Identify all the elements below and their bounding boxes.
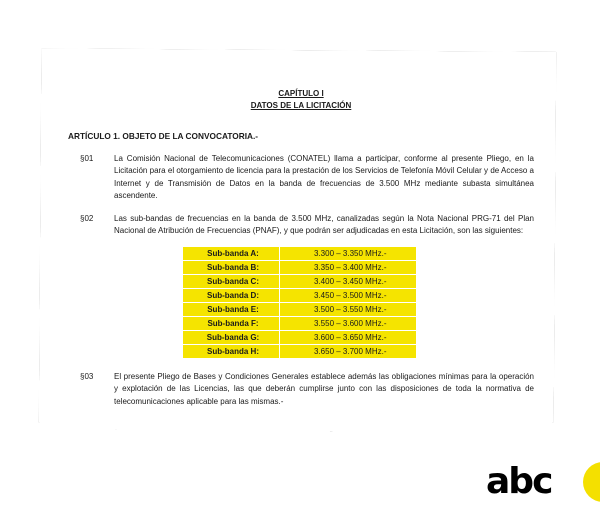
table-row	[183, 316, 417, 330]
table-row	[183, 302, 417, 316]
subband-range: 3.500 – 3.550 MHz.-	[280, 302, 417, 316]
table-row	[183, 330, 417, 344]
subband-label: Sub-banda F:	[183, 316, 280, 330]
paragraph-text: La Comisión Nacional de Telecomunicaciones (CONATEL) llama a participar, conforme al presente Pliego, en la Licitación para el otorgamiento de licencia para la prestación de los Servicios de Telefonía Móvil Celular y de Acceso a Internet y de Transmisión de Datos en la banda de frecuencias de 3.500 MHz mediante subasta simultánea ascendente.	[114, 153, 534, 200]
subband-label: Sub-banda E:	[183, 302, 280, 316]
subband-label: Sub-banda D:	[183, 288, 280, 302]
chapter-subtitle: DATOS DE LA LICITACIÓN	[250, 101, 352, 110]
paragraph-number: §03	[80, 371, 94, 381]
paragraph-number: §02	[80, 213, 94, 223]
subband-label: Sub-banda C:	[183, 274, 280, 288]
subband-range: 3.300 – 3.350 MHz.-	[280, 246, 417, 260]
paragraph-03	[68, 371, 534, 409]
abc-logo: abc	[486, 461, 552, 502]
document-content	[68, 88, 534, 408]
table-row	[183, 274, 417, 288]
subband-table	[182, 246, 417, 359]
table-row	[183, 344, 417, 358]
paragraph-01	[68, 153, 534, 203]
brand-dot-icon	[583, 462, 600, 502]
paragraph-02	[68, 213, 534, 238]
subband-label: Sub-banda G:	[183, 330, 280, 344]
subband-range: 3.350 – 3.400 MHz.-	[280, 260, 417, 274]
subband-range: 3.550 – 3.600 MHz.-	[280, 316, 417, 330]
subband-range: 3.650 – 3.700 MHz.-	[280, 344, 417, 358]
subband-label: Sub-banda B:	[183, 260, 280, 274]
subband-label: Sub-banda H:	[183, 344, 280, 358]
table-row	[183, 260, 417, 274]
subband-table-wrapper	[182, 246, 534, 359]
chapter-title: CAPÍTULO I	[278, 89, 324, 98]
paragraph-text: El presente Pliego de Bases y Condiciones Generales establece además las obligaciones mínimas para la operación y explotación de las Licencias, las que deberán cumplirse junto con las disposiciones de toda la normativa de telecomunicaciones aplicable para las mismas.-	[114, 371, 534, 406]
paragraph-number: §01	[80, 153, 94, 163]
article-heading: ARTÍCULO 1. OBJETO DE LA CONVOCATORIA.-	[68, 131, 259, 141]
subband-label: Sub-banda A:	[183, 246, 280, 260]
subband-range: 3.600 – 3.650 MHz.-	[280, 330, 417, 344]
subband-range: 3.400 – 3.450 MHz.-	[280, 274, 417, 288]
table-row	[183, 246, 417, 260]
paragraph-text: Las sub-bandas de frecuencias en la banda de 3.500 MHz, canalizadas según la Nota Nacional PRG-71 del Plan Nacional de Atribución de Frecuencias (PNAF), y que podrán ser adjudicadas en esta Licitación, son las siguientes:	[114, 213, 534, 235]
subband-range: 3.450 – 3.500 MHz.-	[280, 288, 417, 302]
table-row	[183, 288, 417, 302]
